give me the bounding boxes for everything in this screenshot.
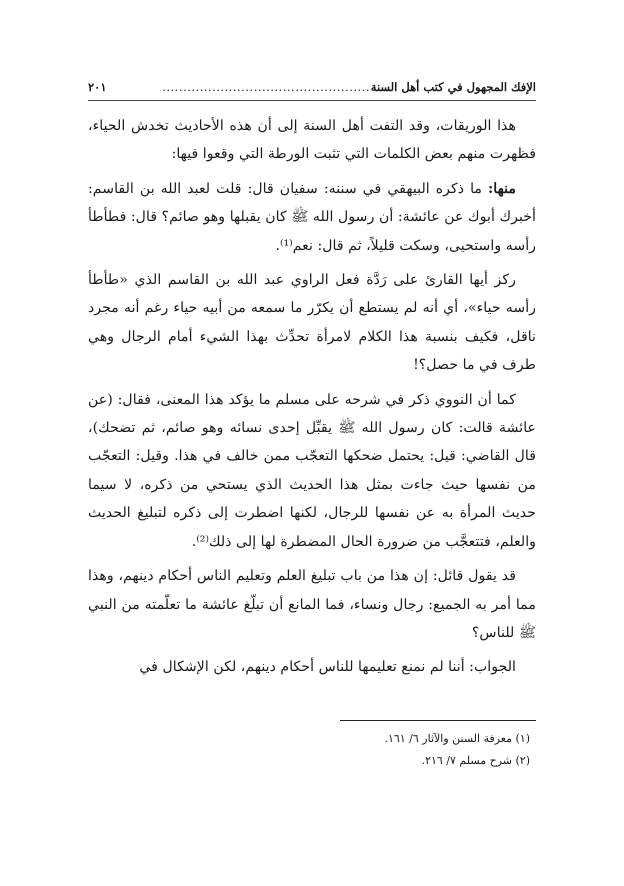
running-header — [88, 78, 536, 96]
paragraph-text: كما أن النووي ذكر في شرحه على مسلم ما يؤكد هذا المعنى، فقال: (عن عائشة قالت: كان رسول الله ﷺ يقبِّل إحدى نسائه وهو صائم، ثم تضحك)، قال القاضي: قيل: يحتمل ضحكها التعجّب ممن خالف في هذا. وقيل: التعجّب من نفسها حيث جاءت بمثل هذا الحديث الذي يستحي من ذكره، لا سيما حديث المرأة به عن نفسها للرجال، لكنها اضطرت إلى ذكره لتبليغ الحديث والعلم، فتتعجَّب من ضرورة الحال المضطرة لها إلى ذلك⁽²⁾. — [88, 391, 536, 550]
page-number: ٢٠١ — [88, 80, 107, 94]
body-text — [88, 112, 536, 688]
paragraph-text: الجواب: أننا لم نمنع تعليمها للناس أحكام دينهم، لكن الإشكال في — [139, 659, 516, 676]
paragraph — [88, 112, 536, 169]
paragraph-text: ركز أيها القارئ على رَدَّة فعل الراوي عبد الله بن القاسم الذي «طأطأ رأسه حياء»، أي أنه لم يستطع أن يكرّر ما سمعه من أبيه حياء رغم أنه مجرد ناقل، فكيف بنسبة هذا الكلام لامرأة تحدِّث بهذا الشيء أمام الرجال وهي طرف في ما حصل؟! — [88, 272, 536, 374]
footnote: (١) معرفة السنن والآثار ٦/ ١٦١. — [384, 732, 530, 745]
footnote-rule — [340, 720, 536, 721]
paragraph-text: ما ذكره البيهقي في سننه: سفيان قال: قلت لعبد الله بن القاسم: أخبرك أبوك عن عائشة: أن رسول الله ﷺ كان يقبلها وهو صائم؟ قال: فطأطأ رأسه واستحيى، وسكت قليلاً، ثم قال: نعم⁽¹⁾. — [88, 180, 536, 254]
footnotes — [88, 728, 536, 772]
leader-dots: .................................................. — [162, 80, 370, 94]
paragraph — [88, 653, 536, 681]
paragraph — [88, 175, 536, 260]
book-title: الإفك المجهول في كتب أهل السنة — [370, 80, 536, 94]
paragraph — [88, 266, 536, 380]
paragraph-lead: منها: — [488, 180, 516, 197]
footnote: (٢) شرح مسلم ٧/ ٢١٦. — [421, 754, 530, 767]
paragraph — [88, 386, 536, 556]
paragraph — [88, 562, 536, 647]
header-rule — [88, 100, 536, 101]
paragraph-text: هذا الوريقات، وقد التفت أهل السنة إلى أن هذه الأحاديث تخدش الحياء، فظهرت منهم بعض الكلمات التي تثبت الورطة التي وقعوا فيها: — [88, 118, 536, 163]
paragraph-text: قد يقول قائل: إن هذا من باب تبليغ العلم وتعليم الناس أحكام دينهم، وهذا مما أمر به الجميع: رجال ونساء، فما المانع أن تبلّغ عائشة ما تعلّمته من النبي ﷺ للناس؟ — [88, 568, 536, 641]
